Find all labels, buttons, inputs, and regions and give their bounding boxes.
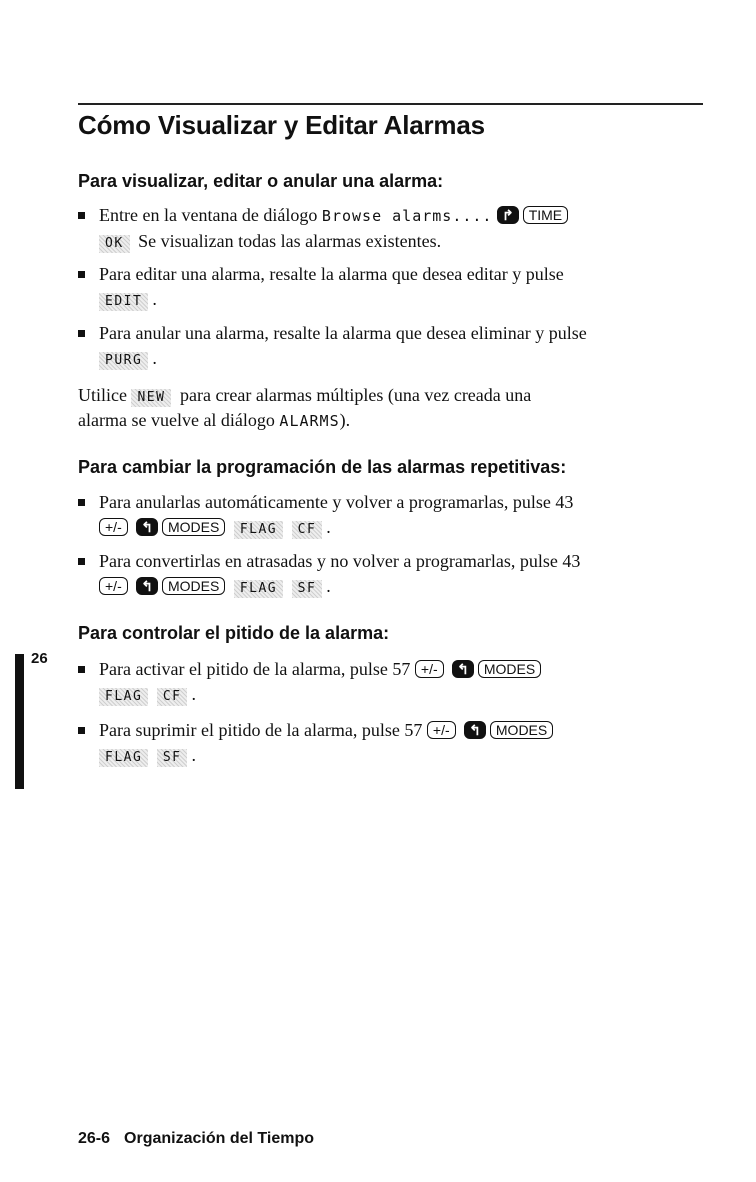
purg-softkey: PURG <box>99 352 148 370</box>
bullet-icon <box>78 666 85 673</box>
edit-softkey: EDIT <box>99 293 148 311</box>
flag-softkey: FLAG <box>99 688 148 706</box>
modes-key: MODES <box>162 518 225 536</box>
left-shift-key-icon: ↰ <box>136 518 158 536</box>
plus-minus-key: +/- <box>427 721 456 739</box>
period: . <box>326 517 331 537</box>
footer-section-title: Organización del Tiempo <box>124 1130 314 1147</box>
section-heading-repeat: Para cambiar la programación de las alarmas repetitivas: <box>78 457 567 477</box>
period: . <box>191 684 196 704</box>
chapter-tab-bar <box>15 654 24 789</box>
page-footer <box>78 1130 314 1148</box>
modes-key: MODES <box>162 577 225 595</box>
time-key: TIME <box>523 206 568 224</box>
new-softkey: NEW <box>131 389 171 407</box>
left-shift-key-icon: ↰ <box>136 577 158 595</box>
modes-key: MODES <box>490 721 553 739</box>
cf-softkey: CF <box>292 521 323 539</box>
footer-page-number: 26-6 <box>78 1130 111 1147</box>
dialog-name: Browse alarms.... <box>321 207 493 225</box>
sf-softkey: SF <box>292 580 323 598</box>
period: . <box>191 745 196 765</box>
bullet-icon <box>78 499 85 506</box>
section-heading-beep: Para controlar el pitido de la alarma: <box>78 623 390 643</box>
flag-softkey: FLAG <box>234 580 283 598</box>
period: . <box>152 289 157 309</box>
modes-key: MODES <box>478 660 541 678</box>
ok-softkey: OK <box>99 235 130 253</box>
flag-softkey: FLAG <box>234 521 283 539</box>
text: para crear alarmas múltiples (una vez creada una <box>179 385 532 405</box>
left-shift-key-icon: ↰ <box>452 660 474 678</box>
bullet-icon <box>78 271 85 278</box>
instruction-text: Para anularlas automáticamente y volver a programarlas, pulse 43 <box>99 492 574 512</box>
plus-minus-key: +/- <box>99 577 128 595</box>
instruction-text: Para convertirlas en atrasadas y no volver a programarlas, pulse 43 <box>99 551 581 571</box>
chapter-tab-number: 26 <box>31 650 48 667</box>
header-rule <box>78 103 703 105</box>
text: ). <box>339 410 351 430</box>
plus-minus-key: +/- <box>415 660 444 678</box>
text: Utilice <box>78 385 127 405</box>
dialog-name: ALARMS <box>279 412 340 430</box>
text: alarma se vuelve al diálogo <box>78 410 275 430</box>
instruction-text: Para activar el pitido de la alarma, pulse 57 <box>99 659 411 679</box>
right-shift-key-icon: ↱ <box>497 206 519 224</box>
bullet-icon <box>78 558 85 565</box>
instruction-text: Entre en la ventana de diálogo <box>99 205 318 225</box>
instruction-text: Para suprimir el pitido de la alarma, pulse 57 <box>99 720 423 740</box>
left-shift-key-icon: ↰ <box>464 721 486 739</box>
paragraph <box>78 383 708 434</box>
sf-softkey: SF <box>157 749 188 767</box>
flag-softkey: FLAG <box>99 749 148 767</box>
bullet-icon <box>78 330 85 337</box>
page-title: Cómo Visualizar y Editar Alarmas <box>78 110 485 140</box>
period: . <box>326 576 331 596</box>
instruction-text: Se visualizan todas las alarmas existentes. <box>138 231 442 251</box>
plus-minus-key: +/- <box>99 518 128 536</box>
cf-softkey: CF <box>157 688 188 706</box>
instruction-text: Para editar una alarma, resalte la alarma que desea editar y pulse <box>99 264 564 284</box>
bullet-icon <box>78 212 85 219</box>
bullet-icon <box>78 727 85 734</box>
period: . <box>152 348 157 368</box>
instruction-text: Para anular una alarma, resalte la alarma que desea eliminar y pulse <box>99 323 587 343</box>
section-heading-view-edit: Para visualizar, editar o anular una alarma: <box>78 171 444 191</box>
